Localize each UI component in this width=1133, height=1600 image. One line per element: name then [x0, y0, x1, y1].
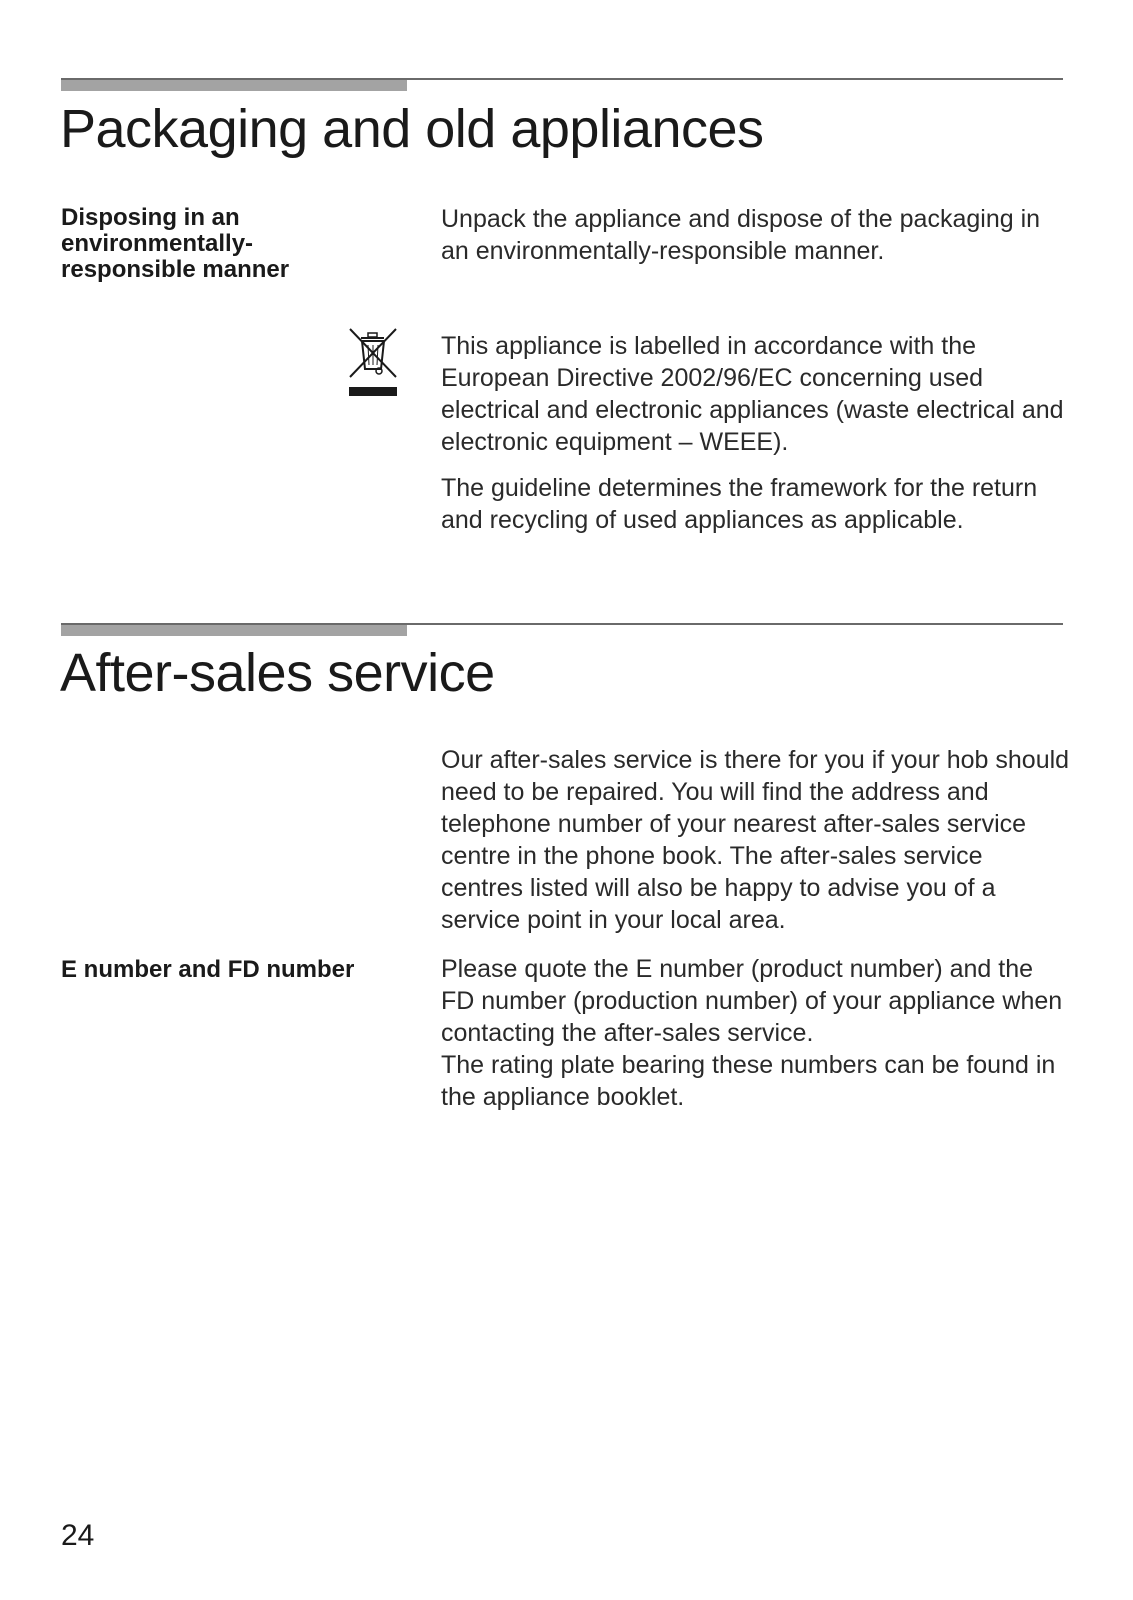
section-title-packaging: Packaging and old appliances [60, 99, 764, 159]
section-rule [61, 623, 1063, 625]
guideline-text: The guideline determines the framework for the return and recycling of used appliances as applicable. [441, 474, 1038, 534]
crossed-out-wheelie-bin-icon [346, 325, 402, 401]
e-number-text: Please quote the E number (product number) and the FD number (production number) of your appliance when contacting the after-sales service. [441, 955, 1063, 1047]
disposal-label: Disposing in an environmentally-responsible manner [61, 204, 290, 283]
section-rule [61, 78, 1063, 80]
section-rule-accent [61, 79, 407, 91]
service-intro-text: Our after-sales service is there for you if your hob should need to be repaired. You will find the address and telephone number of your nearest after-sales service centre in the phone book. The after-sales service centres listed will also be happy to advise you of a service point in your local area. [441, 746, 1070, 934]
rating-plate-text: The rating plate bearing these numbers can be found in the appliance booklet. [441, 1051, 1056, 1111]
page-number: 24 [61, 1519, 95, 1552]
weee-directive-text: This appliance is labelled in accordance with the European Directive 2002/96/EC concerning used electrical and electronic appliances (waste electrical and electronic equipment – WEEE). [441, 332, 1064, 456]
disposal-text: Unpack the appliance and dispose of the packaging in an environmentally-responsible manner. [441, 205, 1041, 265]
section-rule-accent [61, 624, 407, 636]
e-number-label: E number and FD number [61, 956, 355, 983]
section-title-service: After-sales service [60, 643, 495, 703]
